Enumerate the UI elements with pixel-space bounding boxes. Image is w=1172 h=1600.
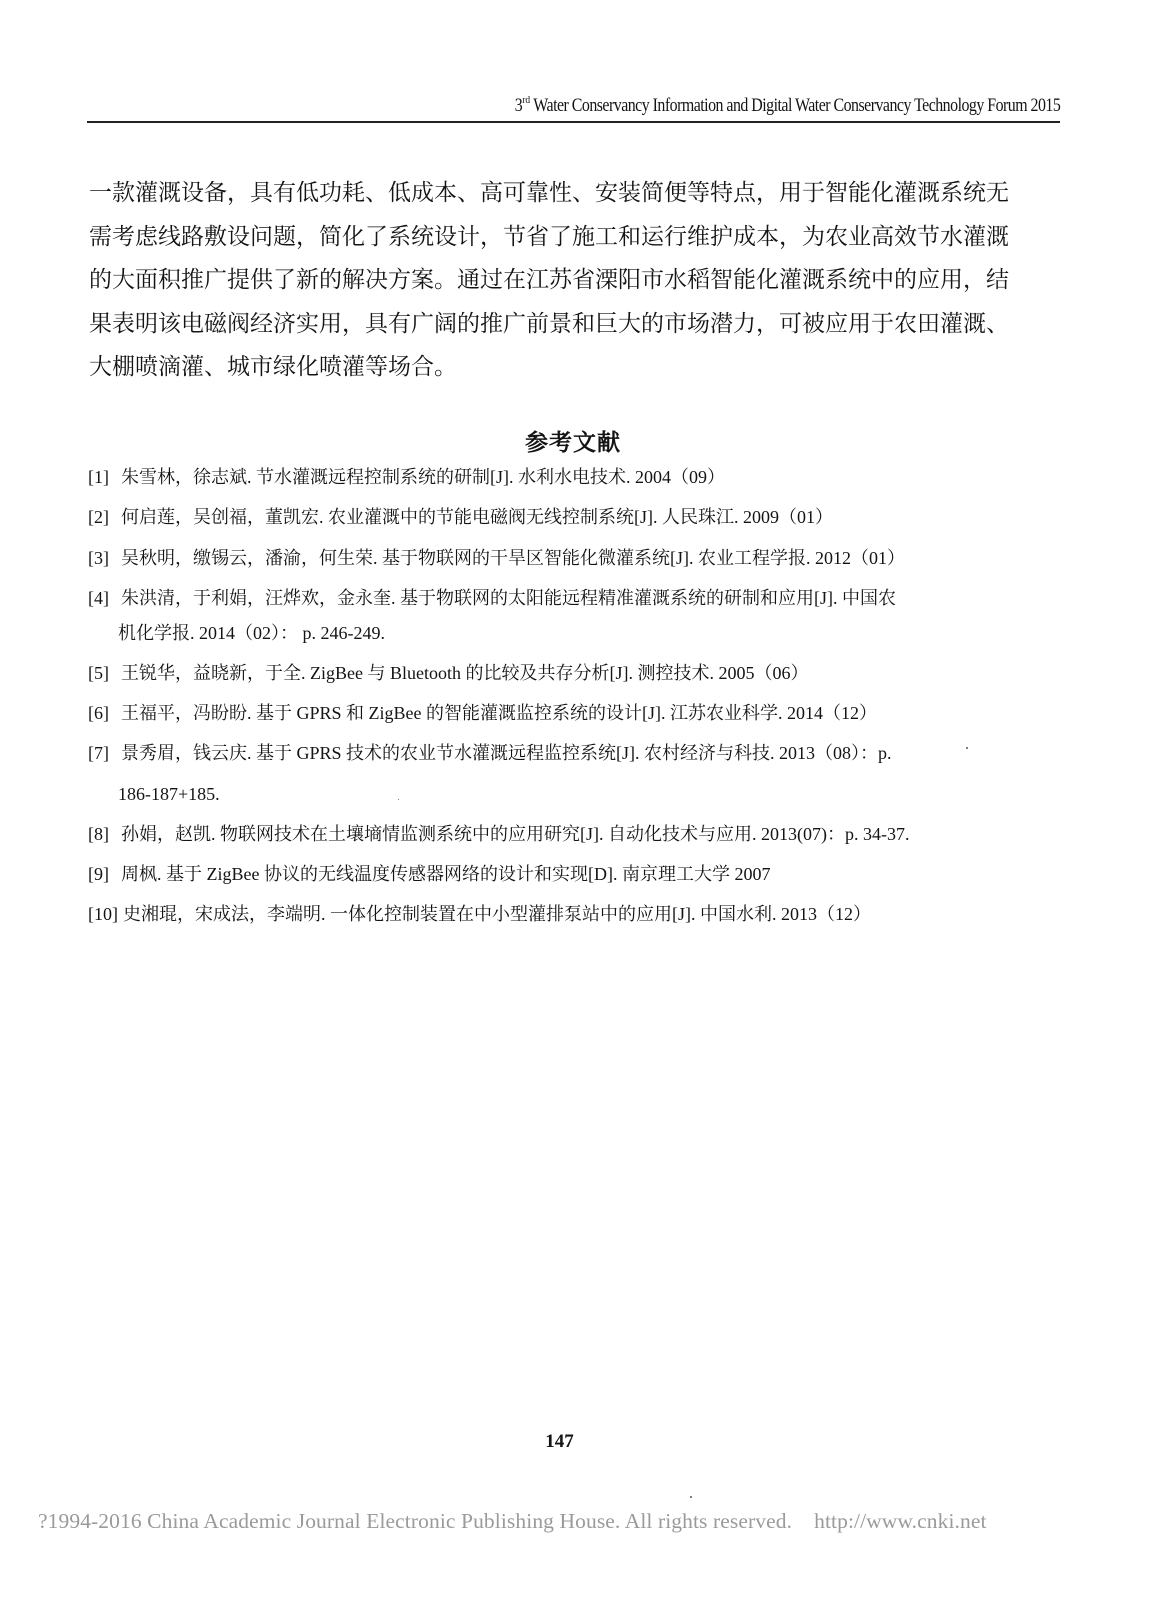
copyright-notice	[38, 1509, 987, 1534]
reference-item	[88, 584, 1066, 647]
reference-continuation: 机化学报. 2014（02）： p. 246-249.	[118, 623, 385, 643]
reference-text: 孙娟，赵凯. 物联网技术在土壤墒情监测系统中的应用研究[J]. 自动化技术与应用. 2013(07)：p. 34-37.	[121, 824, 910, 844]
reference-item	[88, 820, 1066, 848]
reference-text: 吴秋明，缴锡云，潘渝，何生荣. 基于物联网的干旱区智能化微灌系统[J]. 农业工程学报. 2012（01）	[121, 548, 905, 568]
body-line: 果表明该电磁阀经济实用，具有广阔的推广前景和巨大的市场潜力，可被应用于农田灌溉、	[89, 310, 1009, 336]
header-ordinal-suffix: rd	[521, 94, 530, 106]
header-divider	[87, 121, 1060, 123]
body-line: 需考虑线路敷设问题，简化了系统设计，节省了施工和运行维护成本，为农业高效节水灌溉	[89, 223, 1009, 249]
reference-item	[88, 463, 1066, 491]
reference-text: 朱雪林，徐志斌. 节水灌溉远程控制系统的研制[J]. 水利水电技术. 2004（09）	[121, 467, 725, 487]
body-line: 大棚喷滴灌、城市绿化喷灌等场合。	[89, 354, 457, 379]
reference-number: [8]	[88, 824, 109, 844]
reference-number: [5]	[88, 663, 109, 683]
cnki-link[interactable]: http://www.cnki.net	[814, 1509, 987, 1533]
header-ordinal-number: 3	[514, 96, 522, 116]
body-paragraph	[89, 171, 1064, 389]
references-heading: 参考文献	[525, 430, 621, 455]
body-line: 一款灌溉设备，具有低功耗、低成本、高可靠性、安装简便等特点，用于智能化灌溉系统无	[89, 180, 1009, 205]
body-line: 的大面积推广提供了新的解决方案。通过在江苏省溧阳市水稻智能化灌溉系统中的应用，结	[89, 267, 1009, 292]
reference-text: 王锐华，益晓新，于全. ZigBee 与 Bluetooth 的比较及共存分析[J]. 测控技术. 2005（06）	[121, 663, 809, 683]
scan-speck	[690, 1496, 692, 1498]
reference-text: 王福平，冯盼盼. 基于 GPRS 和 ZigBee 的智能灌溉监控系统的设计[J]. 江苏农业科学. 2014（12）	[121, 703, 877, 723]
reference-item	[88, 659, 1066, 687]
reference-text: 景秀眉，钱云庆. 基于 GPRS 技术的农业节水灌溉远程监控系统[J]. 农村经济与科技. 2013（08）：p.	[121, 743, 892, 763]
reference-continuation: 186-187+185.	[118, 784, 220, 804]
reference-item	[88, 503, 1066, 531]
reference-text: 何启莲，吴创福，董凯宏. 农业灌溉中的节能电磁阀无线控制系统[J]. 人民珠江. 2009（01）	[121, 507, 833, 527]
reference-list	[88, 463, 1066, 928]
reference-number: [4]	[88, 588, 109, 608]
reference-item	[88, 860, 1066, 888]
reference-text: 史湘琨，宋成法，李端明. 一体化控制装置在中小型灌排泵站中的应用[J]. 中国水利. 2013（12）	[123, 904, 871, 924]
header-title: Water Conservancy Information and Digital Water Conservancy Technology Forum 2015	[529, 96, 1060, 116]
reference-number: [7]	[88, 743, 109, 763]
reference-number: [9]	[88, 864, 109, 884]
reference-number: [1]	[88, 467, 109, 487]
reference-item	[88, 900, 1066, 928]
reference-number: [6]	[88, 703, 109, 723]
reference-number: [2]	[88, 507, 109, 527]
reference-number: [10]	[88, 904, 118, 924]
running-header	[514, 94, 1060, 117]
scan-speck	[966, 747, 968, 749]
page-number: 147	[545, 1431, 574, 1452]
reference-text: 周枫. 基于 ZigBee 协议的无线温度传感器网络的设计和实现[D]. 南京理工大学 2007	[121, 864, 771, 884]
reference-text: 朱洪清，于利娟，汪烨欢，金永奎. 基于物联网的太阳能远程精准灌溉系统的研制和应用[J]. 中国农	[121, 588, 896, 608]
scan-speck	[398, 799, 399, 800]
reference-item	[88, 739, 1066, 808]
copyright-text: ?1994-2016 China Academic Journal Electronic Publishing House. All rights reserved.	[38, 1509, 793, 1533]
reference-item	[88, 544, 1066, 572]
reference-item	[88, 699, 1066, 727]
reference-number: [3]	[88, 548, 109, 568]
